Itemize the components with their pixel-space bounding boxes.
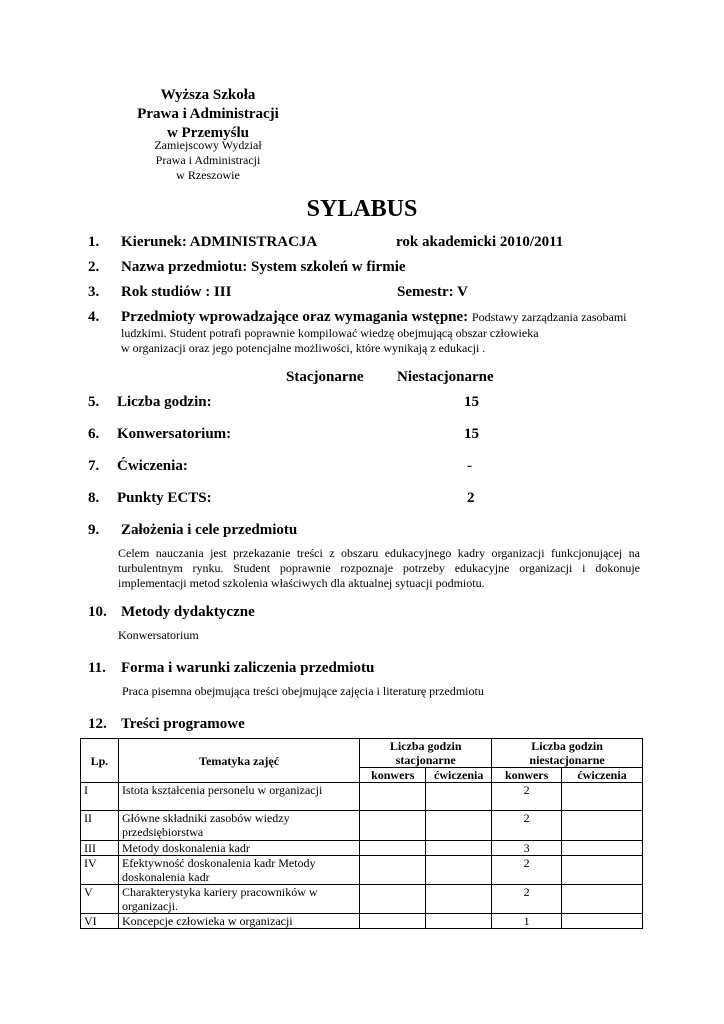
item-3-number: 3. <box>88 284 100 300</box>
table-row <box>81 856 643 885</box>
table-header-row <box>81 739 643 768</box>
col-extramural: Niestacjonarne <box>397 369 494 385</box>
department-name <box>88 138 328 183</box>
row-lp: III <box>81 841 119 856</box>
header-konwers-stationary: konwers <box>360 768 426 783</box>
header-konwers-extramural: konwers <box>492 768 562 783</box>
item-4-label: Przedmioty wprowadzające oraz wymagania wstępne: <box>121 309 469 325</box>
item-9-number: 9. <box>88 522 100 538</box>
col-stationary: Stacjonarne <box>286 369 364 385</box>
school-line-1: Wyższa Szkoła <box>160 87 256 103</box>
row-cwiczenia-stationary <box>426 783 492 811</box>
row-lp: I <box>81 783 119 811</box>
row-topic: Koncepcje człowieka w organizacji <box>118 914 359 929</box>
row-cwiczenia-stationary <box>426 841 492 856</box>
row-konwers-stationary <box>360 811 426 841</box>
item-4-text-c: w organizacji oraz jego potencjalne możliwości, które wynikają z edukacji . <box>121 341 486 355</box>
row-cwiczenia-extramural <box>562 856 643 885</box>
row-topic: Metody doskonalenia kadr <box>118 841 359 856</box>
header-cwiczenia-extramural: ćwiczenia <box>562 768 643 783</box>
item-4-text-a: Podstawy zarządzania zasobami <box>471 310 627 324</box>
row-cwiczenia-stationary <box>426 811 492 841</box>
item-8-number: 8. <box>88 490 100 506</box>
row-cwiczenia-extramural <box>562 841 643 856</box>
table-row <box>81 914 643 929</box>
item-11-label: Forma i warunki zaliczenia przedmiotu <box>121 660 375 676</box>
item-7-label: Ćwiczenia: <box>117 458 188 474</box>
item-6-number: 6. <box>88 426 100 442</box>
dept-line-1: Zamiejscowy Wydział <box>154 138 262 152</box>
item-1-number: 1. <box>88 234 100 250</box>
row-konwers-stationary <box>360 841 426 856</box>
row-cwiczenia-stationary <box>426 856 492 885</box>
item-12-label: Treści programowe <box>121 716 245 732</box>
item-6-value: 15 <box>464 426 479 442</box>
item-5-label: Liczba godzin: <box>117 394 212 410</box>
row-konwers-extramural: 3 <box>492 841 562 856</box>
row-konwers-extramural: 2 <box>492 856 562 885</box>
header-stationary <box>360 739 492 768</box>
row-cwiczenia-extramural <box>562 811 643 841</box>
row-konwers-extramural: 1 <box>492 914 562 929</box>
table-row <box>81 811 643 841</box>
row-konwers-extramural: 2 <box>492 783 562 811</box>
row-topic: Główne składniki zasobów wiedzy przedsiębiorstwa <box>118 811 359 841</box>
item-12-number: 12. <box>88 716 107 732</box>
item-11-number: 11. <box>88 660 106 676</box>
row-lp: VI <box>81 914 119 929</box>
item-2-label: Nazwa przedmiotu: System szkoleń w firmie <box>121 259 406 275</box>
item-5-number: 5. <box>88 394 100 410</box>
row-konwers-extramural: 2 <box>492 885 562 914</box>
row-konwers-stationary <box>360 885 426 914</box>
semester: Semestr: V <box>397 284 468 300</box>
item-5-value: 15 <box>464 394 479 410</box>
item-10-label: Metody dydaktyczne <box>121 604 255 620</box>
row-topic: Istota kształcenia personelu w organizacji <box>118 783 359 811</box>
item-9-text: Celem nauczania jest przekazanie treści z obszaru edukacyjnego kadry organizacji funkcjonującej na turbulentnym rynku. Student poprawnie rozpoznaje potrzeby edukacyjne organizacji i dokonuje implementacji metod szkolenia właściwych dla aktualnej sytuacji podmiotu. <box>118 546 640 590</box>
row-topic: Charakterystyka kariery pracowników w organizacji. <box>118 885 359 914</box>
row-lp: V <box>81 885 119 914</box>
row-cwiczenia-extramural <box>562 783 643 811</box>
item-8-value: 2 <box>467 490 475 506</box>
academic-year: rok akademicki 2010/2011 <box>396 234 564 250</box>
row-cwiczenia-stationary <box>426 914 492 929</box>
item-2-number: 2. <box>88 259 100 275</box>
header-stationary-line2: stacjonarne <box>395 753 456 767</box>
item-6-label: Konwersatorium: <box>117 426 232 442</box>
table-row <box>81 885 643 914</box>
header-topic: Tematyka zajęć <box>118 739 359 783</box>
school-line-2: Prawa i Administracji <box>137 106 279 122</box>
item-8-label: Punkty ECTS: <box>117 490 212 506</box>
header-stationary-line1: Liczba godzin <box>389 739 462 753</box>
row-topic: Efektywność doskonalenia kadr Metody doskonalenia kadr <box>118 856 359 885</box>
row-konwers-stationary <box>360 856 426 885</box>
dept-line-3: w Rzeszowie <box>176 168 240 182</box>
item-7-value: - <box>467 458 472 474</box>
row-lp: II <box>81 811 119 841</box>
document-title: SYLABUS <box>306 196 418 222</box>
item-10-number: 10. <box>88 604 107 620</box>
item-10-text: Konwersatorium <box>118 628 199 642</box>
header-cwiczenia-stationary: ćwiczenia <box>426 768 492 783</box>
header-lp: Lp. <box>81 739 119 783</box>
school-line-3: w Przemyślu <box>166 125 250 141</box>
row-konwers-stationary <box>360 783 426 811</box>
row-lp: IV <box>81 856 119 885</box>
row-konwers-extramural: 2 <box>492 811 562 841</box>
row-cwiczenia-extramural <box>562 914 643 929</box>
item-1-label: Kierunek: ADMINISTRACJA <box>121 234 318 250</box>
item-3-label: Rok studiów : III <box>121 284 232 300</box>
item-7-number: 7. <box>88 458 100 474</box>
header-extramural-line1: Liczba godzin <box>531 739 603 753</box>
item-4-text-b: ludzkimi. Student potrafi poprawnie kompilować wiedzę obejmującą obszar człowieka <box>121 326 539 340</box>
row-konwers-stationary <box>360 914 426 929</box>
item-11-text: Praca pisemna obejmująca treści obejmujące zajęcia i literaturę przedmiotu <box>122 684 484 698</box>
header-extramural-line2: niestacjonarne <box>529 753 605 767</box>
dept-line-2: Prawa i Administracji <box>155 153 261 167</box>
row-cwiczenia-extramural <box>562 885 643 914</box>
item-9-label: Założenia i cele przedmiotu <box>121 522 298 538</box>
item-4-label-line <box>121 309 651 326</box>
row-cwiczenia-stationary <box>426 885 492 914</box>
item-4-number: 4. <box>88 309 100 325</box>
header-extramural <box>492 739 643 768</box>
table-row <box>81 841 643 856</box>
table-row <box>81 783 643 811</box>
program-table <box>80 738 643 929</box>
school-name <box>88 86 328 143</box>
